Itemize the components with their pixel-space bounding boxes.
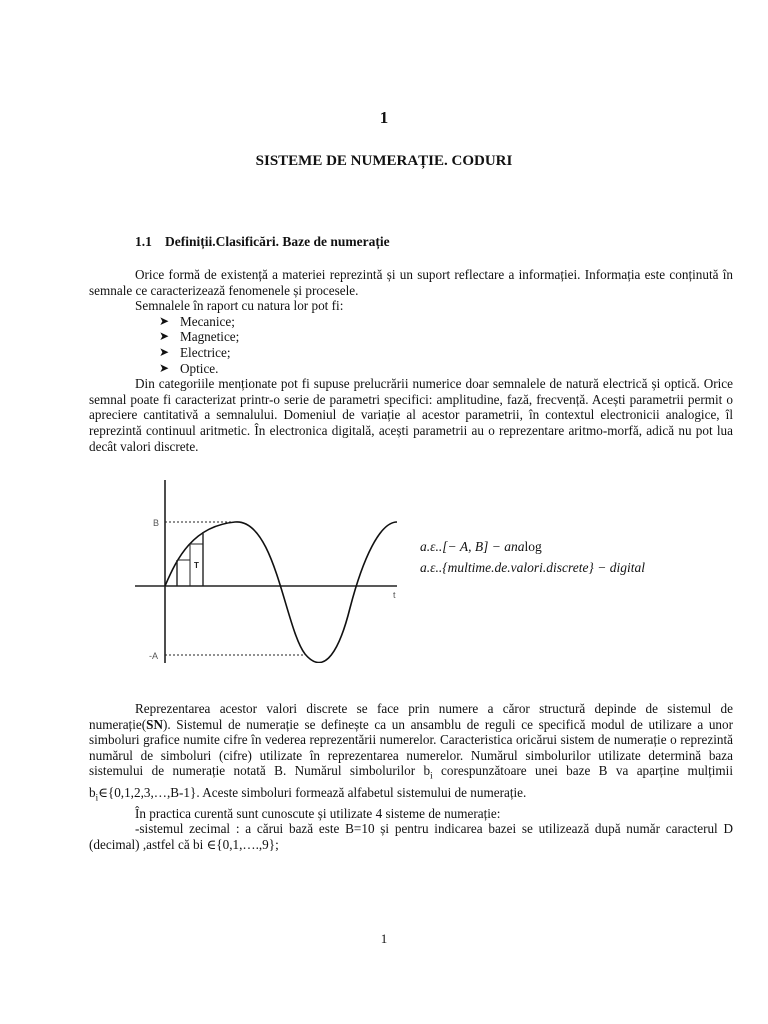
arrow-bullet-icon: ➤ (159, 344, 170, 359)
section-title: Definiții.Clasificări. Baze de numerație (165, 234, 390, 249)
label-t-axis: t (393, 590, 396, 600)
section-number: 1.1 (135, 234, 152, 249)
chapter-number: 1 (379, 108, 389, 127)
intro-paragraph-1: Orice formă de existență a materiei reprezintă și un suport reflectare a informației. Informația este conținută în semnale ce caracterizează fenomenele și procesele. (89, 267, 733, 298)
signal-type-list (89, 314, 733, 376)
arrow-bullet-icon: ➤ (159, 313, 170, 328)
list-item: ➤ Magnetice; (159, 329, 240, 345)
body-block (89, 701, 733, 853)
chapter-title: SISTEME DE NUMERAȚIE. CODURI (255, 153, 513, 169)
signal-formulas (420, 536, 645, 578)
list-item: ➤ Electrice; (159, 344, 231, 360)
arrow-bullet-icon: ➤ (159, 360, 170, 375)
formula-analog: a.ε..[− A, B] − analog (420, 539, 542, 554)
intro-block (89, 267, 733, 454)
body-paragraph-2: În practica curentă sunt cunoscute și utilizate 4 sisteme de numerație: (135, 805, 501, 821)
signal-figure (135, 478, 415, 663)
section-heading (135, 234, 390, 250)
list-item: ➤ Mecanice; (159, 313, 235, 329)
label-b: B (153, 518, 160, 528)
formula-digital: a.ε..{multime.de.valori.discrete} − digital (420, 560, 645, 575)
body-paragraph-1: Reprezentarea acestor valori discrete se face prin numere a căror structură depinde de sistemul de numerație(SN). Sistemul de numerație se definește ca un ansamblu de reguli ce specifică modul de utilizare a unor simboluri grafice numite cifre în vederea reprezentării numerelor. Caracteristica oricărui sistem de numerație o reprezintă numărul de simboluri (cifre) utilizate în reprezentarea numerelor. Numărul simbolurilor utilizate determină baza sistemului de numerație notată B. Numărul simbolurilor $b_i$ corespunzătoare unei baze B va aparține mulțimii $b_i\in\{0,1,2,3,\dots,B-1\}$. Aceste simboluri formează alfabetul sistemului de numerație. (89, 701, 733, 803)
label-t-step: T (194, 561, 199, 570)
intro-paragraph-3: Din categoriile menționate pot fi supuse prelucrării numerice doar semnalele de natură electrică și optică. Orice semnal poate fi caracterizat printr-o serie de parametri specifici: amplitudine, fază, frecvență. Acești parametrii permit o apreciere cantitativă a semnalului. Domeniul de variație al acestor parametrii, în contextul electronicii analogice, îl reprezintă continuul aritmetic. În electronica digitală, acești parametrii au o reprezentare aritmo-morfă, adică nu pot lua decât valori discrete. (89, 376, 733, 454)
page-number: 1 (380, 931, 388, 946)
list-item: ➤ Optice. (159, 360, 219, 376)
intro-paragraph-2: Semnalele în raport cu natura lor pot fi: (135, 298, 344, 314)
arrow-bullet-icon: ➤ (159, 329, 170, 344)
label-neg-a: -A (149, 651, 158, 661)
signal-curve (165, 522, 397, 663)
body-paragraph-3: -sistemul zecimal : a cărui bază este B=10 și pentru indicarea bazei se utilizează după număr caracterul D (decimal) ,astfel că bi ∈{0,1,….,9}; (89, 821, 733, 853)
